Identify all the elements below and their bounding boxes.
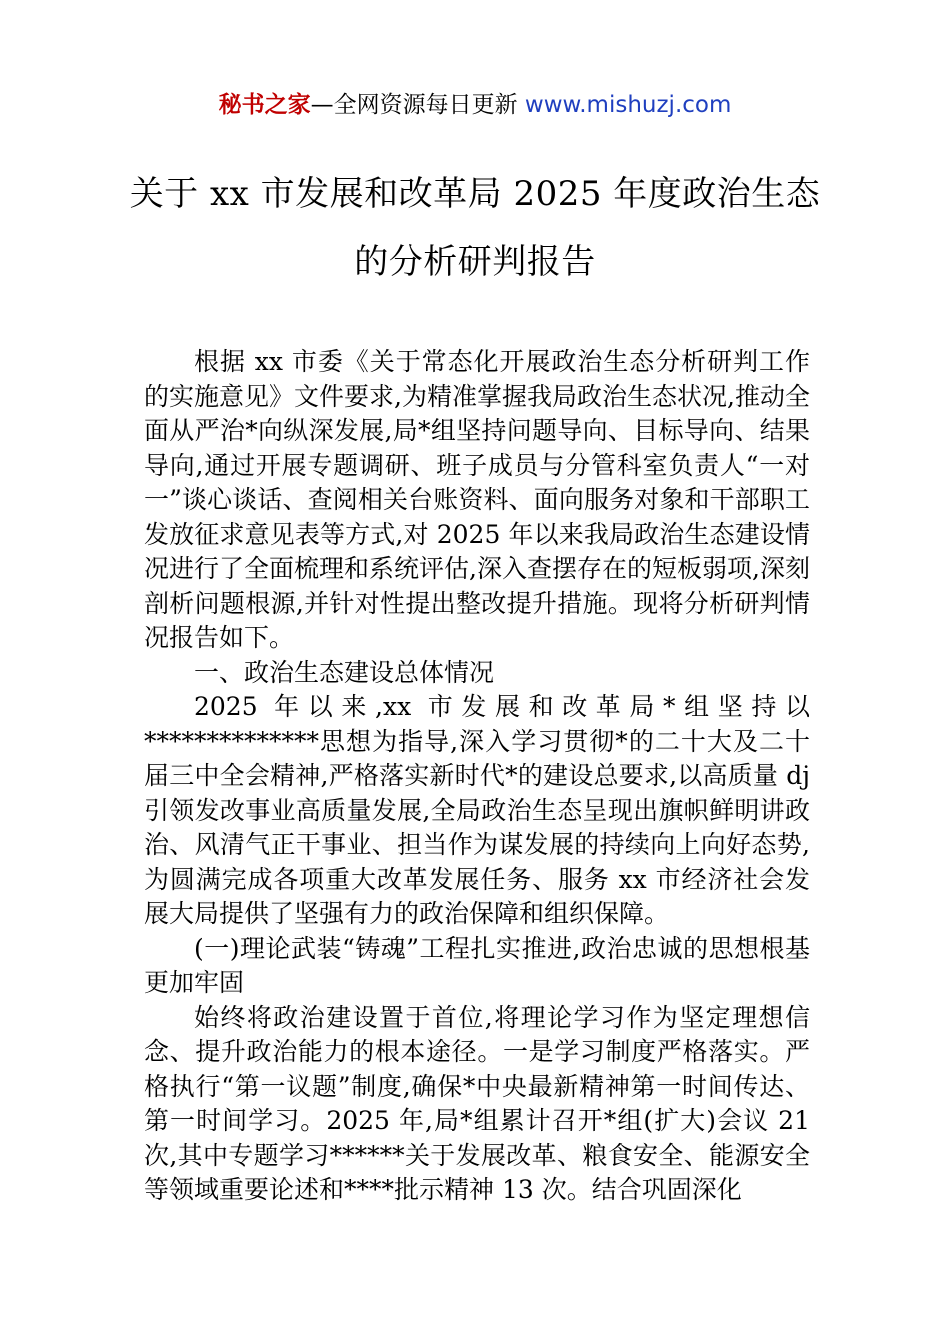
site-tagline: —全网资源每日更新 <box>310 92 525 118</box>
intro-paragraph: 根据 xx 市委《关于常态化开展政治生态分析研判工作的实施意见》文件要求,为精准掌握我局政治生态状况,推动全面从严治*向纵深发展,局*组坚持问题导向、目标导向、结果导向,通过开展专题调研、班子成员与分管科室负责人“一对一”谈心谈话、查阅相关台账资料、面向服务对象和干部职工发放征求意见表等方式,对 2025 年以来我局政治生态建设情况进行了全面梳理和系统评估,深入查摆存在的短板弱项,深刻剖析问题根源,并针对性提出整改提升措施。现将分析研判情况报告如下。 <box>144 347 810 652</box>
document-title-line-2: 的分析研判报告 <box>354 242 596 282</box>
site-brand-name: 秘书之家 <box>218 92 311 118</box>
site-url-link[interactable]: www.mishuzj.com <box>524 92 732 118</box>
document-title-line-1: 关于 xx 市发展和改革局 2025 年度政治生态 <box>129 174 821 214</box>
section-1-paragraph: 2025 年以来,xx 市发展和改革局*组坚持以**************思想为指导,深入学习贯彻*的二十大及二十届三中全会精神,严格落实新时代*的建设总要求,以高质量 dj 引领发改事业高质量发展,全局政治生态呈现出旗帜鲜明讲政治、风清气正干事业、担当作为谋发展的持续向上向好态势,为圆满完成各项重大改革发展任务、服务 xx 市经济社会发展大局提供了坚强有力的政治保障和组织保障。 <box>144 692 810 928</box>
document-body <box>144 345 810 1208</box>
subsection-1-paragraph: 始终将政治建设置于首位,将理论学习作为坚定理想信念、提升政治能力的根本途径。一是学习制度严格落实。严格执行“第一议题”制度,确保*中央最新精神第一时间传达、第一时间学习。2025 年,局*组累计召开*组(扩大)会议 21 次,其中专题学习******关于发展改革、粮食安全、能源安全等领域重要论述和****批示精神 13 次。结合巩固深化 <box>144 1002 810 1204</box>
site-header-banner <box>0 88 950 122</box>
document-title <box>100 160 850 296</box>
subsection-heading-1: (一)理论武装“铸魂”工程扎实推进,政治忠诚的思想根基更加牢固 <box>144 933 810 997</box>
section-heading-1: 一、政治生态建设总体情况 <box>194 657 495 687</box>
